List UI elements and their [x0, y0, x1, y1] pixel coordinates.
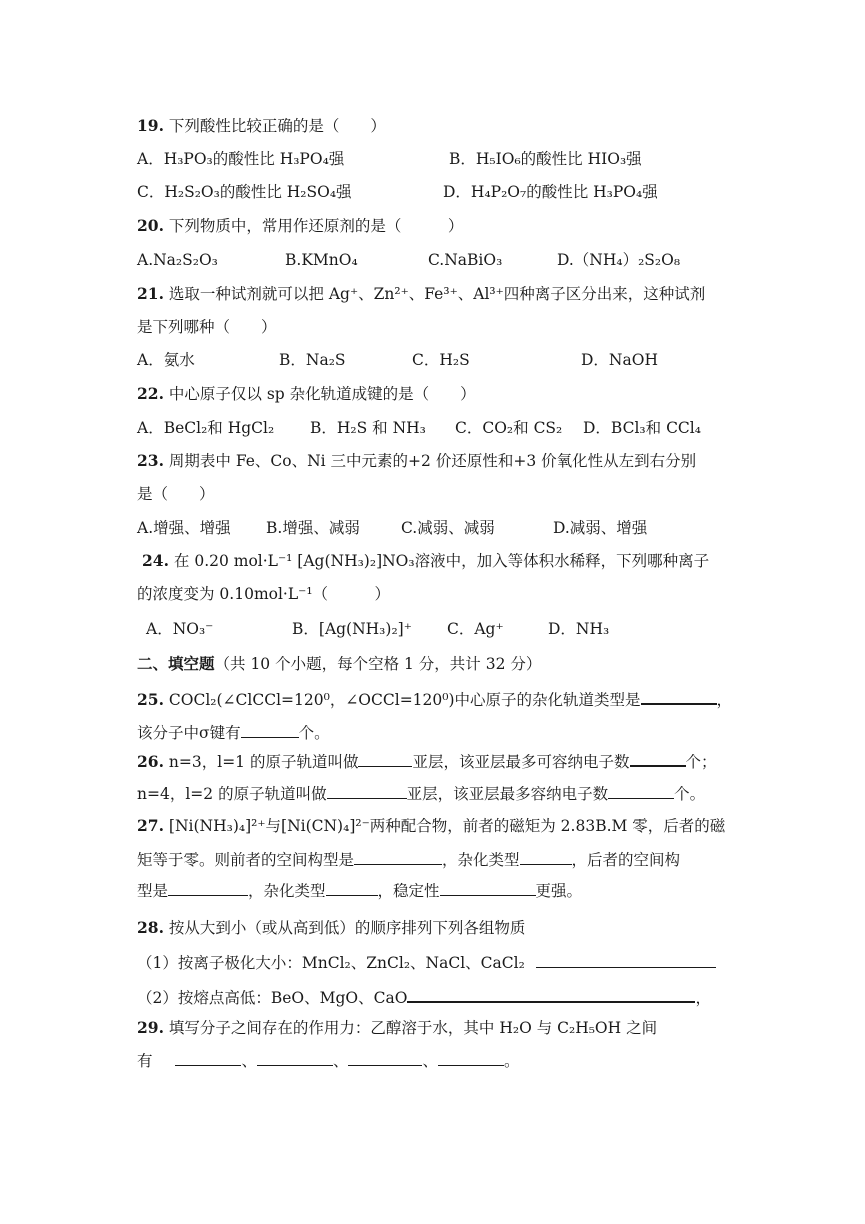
- question-text: 亚层，该亚层最多容纳电子数: [406, 785, 609, 803]
- question-23-cont: [137, 484, 215, 504]
- question-text: 更强。: [535, 882, 583, 900]
- question-text: 型是: [137, 882, 169, 900]
- answer-blank[interactable]: [630, 750, 686, 767]
- option-d: D.（NH₄）₂S₂O₈: [557, 251, 681, 269]
- answer-blank[interactable]: [168, 880, 248, 896]
- option-c: C．CO₂和 CS₂: [455, 419, 563, 437]
- question-stem: 在 0.20 mol·L⁻¹ [Ag(NH₃)₂]NO₃溶液中，加入等体积水稀释，下列哪种离子: [173, 552, 710, 570]
- separator: 、: [332, 1052, 349, 1070]
- option-b: B．[Ag(NH₃)₂]⁺: [292, 620, 412, 638]
- answer-blank[interactable]: [440, 880, 536, 896]
- question-number: 26.: [137, 752, 164, 771]
- question-text: 个；: [685, 753, 717, 771]
- question-number: 20.: [137, 216, 164, 235]
- option-a: A．BeCl₂和 HgCl₂: [137, 419, 275, 437]
- question-26-cont: [137, 783, 705, 804]
- separator: 、: [422, 1052, 438, 1070]
- question-20: [137, 216, 463, 236]
- question-number: 21.: [137, 284, 164, 303]
- option-b: B．H₂S 和 NH₃: [310, 419, 426, 437]
- question-text: （1）按离子极化大小：MnCl₂、ZnCl₂、NaCl、CaCl₂: [137, 954, 525, 972]
- question-21-cont: [137, 317, 277, 337]
- answer-blank[interactable]: [358, 751, 412, 767]
- answer-blank[interactable]: [241, 722, 299, 738]
- question-27-cont-1: [137, 849, 680, 870]
- question-text: [Ni(NH₃)₄]²⁺与[Ni(CN)₄]²⁻两种配合物，前者的磁矩为 2.83B.M 零，后者的磁: [168, 817, 726, 835]
- question-stem: 选取一种试剂就可以把 Ag⁺、Zn²⁺、Fe³⁺、Al³⁺四种离子区分出来，这种试剂: [168, 285, 706, 303]
- question-stem: 是（ ）: [137, 485, 215, 503]
- option-d: D．NH₃: [548, 620, 610, 638]
- separator: 、: [241, 1052, 257, 1070]
- option-d: D．NaOH: [581, 351, 658, 369]
- option-c: C.NaBiO₃: [428, 251, 503, 269]
- question-text: 该分子中σ键有: [137, 724, 241, 742]
- answer-blank[interactable]: [536, 952, 716, 968]
- answer-blank[interactable]: [348, 1050, 422, 1066]
- question-text: 个。: [674, 785, 706, 803]
- question-text: ，稳定性: [377, 882, 440, 900]
- option-a: A．NO₃⁻: [146, 620, 214, 638]
- question-stem: 下列酸性比较正确的是（ ）: [168, 117, 386, 135]
- option-a: A．氨水: [137, 351, 195, 369]
- option-b: B.KMnO₄: [285, 251, 358, 269]
- question-text: COCl₂(∠ClCCl=120⁰，∠OCCl=120⁰)中心原子的杂化轨道类型是: [168, 691, 641, 709]
- option-a: A.Na₂S₂O₃: [137, 251, 218, 269]
- question-26: [137, 750, 717, 772]
- punctuation: 。: [504, 1052, 520, 1070]
- question-stem: 周期表中 Fe、Co、Ni 三中元素的+2 价还原性和+3 价氧化性从左到右分别: [168, 452, 697, 470]
- question-number: 29.: [137, 1018, 164, 1037]
- option-c: C．H₂S: [412, 351, 470, 369]
- question-24: [142, 551, 709, 571]
- option-d: D．BCl₃和 CCl₄: [583, 419, 701, 437]
- q28-part-1: [137, 952, 716, 973]
- question-28: [137, 918, 525, 938]
- question-text: 有: [137, 1052, 153, 1070]
- question-stem: 填写分子之间存在的作用力：乙醇溶于水，其中 H₂O 与 C₂H₅OH 之间: [168, 1019, 658, 1037]
- answer-blank[interactable]: [641, 688, 717, 705]
- question-24-cont: [137, 584, 390, 604]
- question-text: 亚层，该亚层最多可容纳电子数: [412, 753, 630, 771]
- option-d: D.减弱、增强: [553, 519, 648, 537]
- punctuation: ，: [716, 691, 733, 709]
- question-number: 23.: [137, 451, 164, 470]
- answer-blank[interactable]: [608, 783, 674, 799]
- question-stem: 下列物质中，常用作还原剂的是（ ）: [168, 217, 464, 235]
- question-number: 28.: [137, 918, 164, 937]
- question-number: 27.: [137, 816, 164, 835]
- question-text: n=4，l=2 的原子轨道叫做: [137, 785, 327, 803]
- question-text: ，杂化类型: [248, 882, 326, 900]
- answer-blank[interactable]: [438, 1050, 504, 1066]
- option-c: C.减弱、减弱: [401, 519, 495, 537]
- q28-part-2: [137, 986, 711, 1008]
- answer-blank[interactable]: [520, 849, 572, 865]
- question-25: [137, 688, 732, 710]
- question-23: [137, 451, 696, 471]
- option-c: C．Ag⁺: [447, 620, 504, 638]
- question-text: 矩等于零。则前者的空间构型是: [137, 851, 355, 869]
- question-27: [137, 816, 725, 836]
- question-29: [137, 1018, 657, 1038]
- question-number: 24.: [142, 551, 169, 570]
- option-c: C．H₂S₂O₃的酸性比 H₂SO₄强: [137, 183, 352, 201]
- answer-blank[interactable]: [327, 783, 407, 799]
- option-a: A.增强、增强: [137, 519, 231, 537]
- question-number: 22.: [137, 384, 164, 403]
- section-title: 二、填空题: [137, 654, 215, 673]
- question-text: ，杂化类型: [442, 851, 520, 869]
- option-d: D．H₄P₂O₇的酸性比 H₃PO₄强: [443, 183, 658, 201]
- section-heading: [137, 654, 541, 674]
- question-stem: 是下列哪种（ ）: [137, 318, 277, 336]
- answer-blank[interactable]: [175, 1050, 241, 1066]
- question-text: 个。: [298, 724, 330, 742]
- option-b: B．H₅IO₆的酸性比 HIO₃强: [449, 150, 642, 168]
- question-21: [137, 284, 705, 304]
- option-b: B.增强、减弱: [266, 519, 360, 537]
- question-22: [137, 384, 476, 404]
- option-b: B．Na₂S: [279, 351, 346, 369]
- option-a: A．H₃PO₃的酸性比 H₃PO₄强: [137, 150, 345, 168]
- question-stem: 中心原子仅以 sp 杂化轨道成键的是（ ）: [168, 385, 476, 403]
- answer-blank[interactable]: [407, 986, 695, 1003]
- question-stem: 的浓度变为 0.10mol·L⁻¹（ ）: [137, 585, 391, 603]
- question-text: n=3，l=1 的原子轨道叫做: [168, 753, 359, 771]
- question-29-cont: [137, 1050, 520, 1071]
- question-number: 19.: [137, 116, 164, 135]
- answer-blank[interactable]: [257, 1050, 333, 1066]
- question-19: [137, 116, 386, 136]
- question-27-cont-2: [137, 880, 582, 901]
- question-text: （2）按熔点高低：BeO、MgO、CaO: [137, 989, 408, 1007]
- question-number: 25.: [137, 690, 164, 709]
- answer-blank[interactable]: [326, 880, 378, 896]
- question-25-cont: [137, 722, 330, 743]
- answer-blank[interactable]: [354, 849, 442, 865]
- question-text: ，后者的空间构: [571, 851, 681, 869]
- question-stem: 按从大到小（或从高到低）的顺序排列下列各组物质: [168, 919, 526, 937]
- section-note: （共 10 个小题，每个空格 1 分，共计 32 分）: [214, 655, 542, 673]
- punctuation: ，: [695, 989, 711, 1007]
